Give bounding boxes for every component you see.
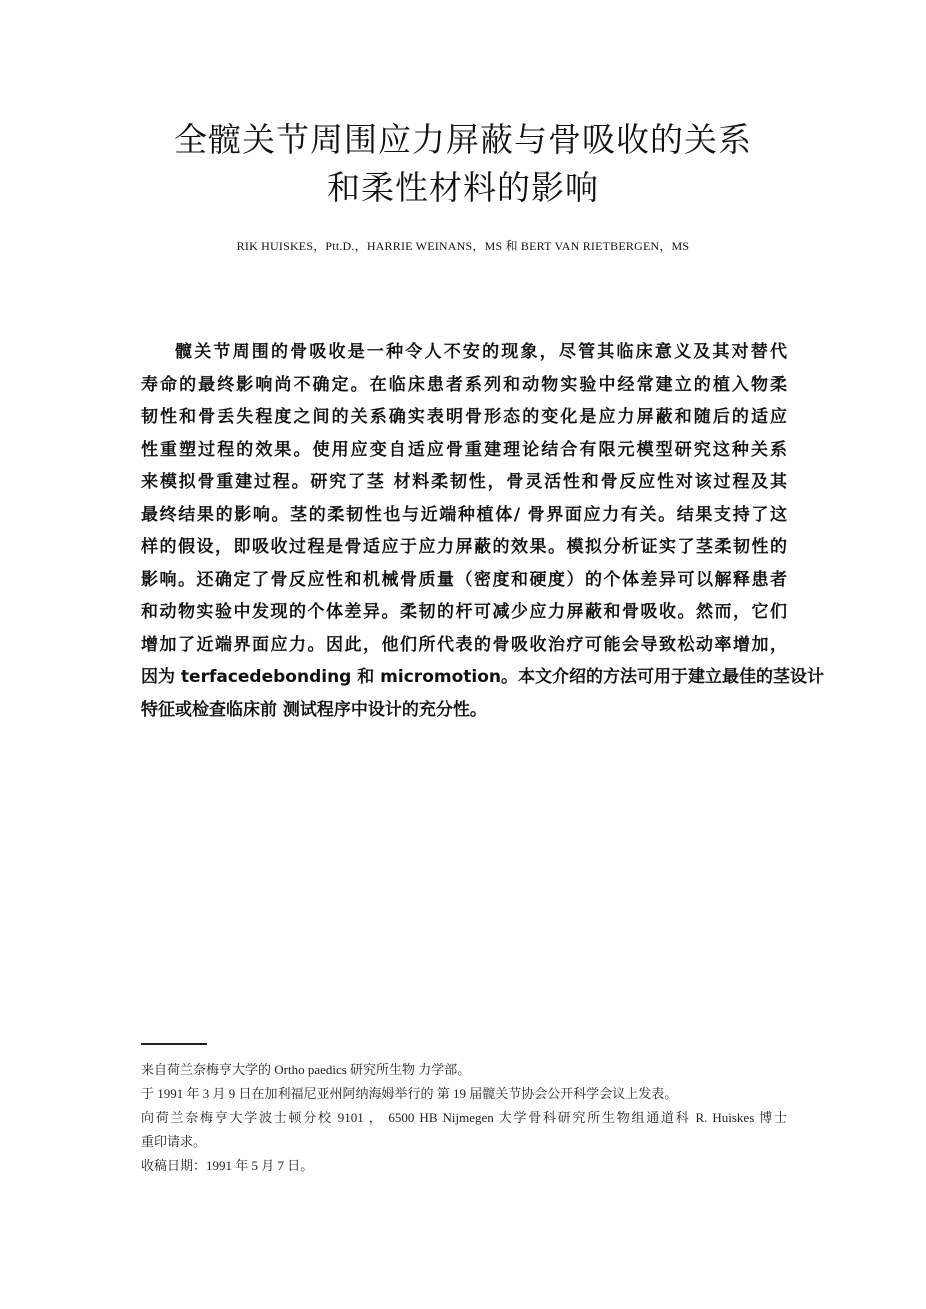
abstract-line: 性重塑过程的效果。使用应变自适应骨重建理论结合有限元模型研究这种关系: [141, 439, 787, 460]
abstract-line: 增加了近端界面应力。因此，他们所代表的骨吸收治疗可能会导致松动率增加，: [141, 634, 787, 655]
abstract-line: 影响。还确定了骨反应性和机械骨质量（密度和硬度）的个体差异可以解释患者: [141, 569, 787, 590]
footnote-received: 收稿日期：1991 年 5 月 7 日。: [141, 1158, 314, 1173]
title-line-1: 全髋关节周围应力屏蔽与骨吸收的关系: [174, 120, 752, 159]
footnote-divider: [141, 1043, 207, 1045]
abstract-line: 最终结果的影响。茎的柔韧性也与近端种植体/ 骨界面应力有关。结果支持了这: [141, 504, 787, 525]
abstract-line: 髋关节周围的骨吸收是一种令人不安的现象，尽管其临床意义及其对替代: [175, 342, 787, 362]
footnote-presented: 于 1991 年 3 月 9 日在加利福尼亚州阿纳海姆举行的 第 19 届髋关节协会公开科学会议上发表。: [141, 1086, 678, 1101]
footnote-reprint-cont: 重印请求。: [141, 1134, 207, 1149]
abstract-line: 因为 terfacedebonding 和 micromotion。本文介绍的方法可用于建立最佳的茎设计: [141, 667, 824, 687]
abstract-line: 来模拟骨重建过程。研究了茎 材料柔韧性，骨灵活性和骨反应性对该过程及其: [141, 472, 787, 492]
abstract: [141, 336, 824, 726]
footnote-reprint: 向荷兰奈梅亨大学波士顿分校 9101 ， 6500 HB Nijmegen 大学骨科研究所生物组通道科 R. Huiskes 博士: [141, 1110, 787, 1125]
footnotes: [141, 1058, 787, 1178]
abstract-line: 样的假设，即吸收过程是骨适应于应力屏蔽的效果。模拟分析证实了茎柔韧性的: [141, 537, 787, 557]
authors-line: RIK HUISKES，Ptt.D.，HARRIE WEINANS，MS 和 BERT VAN RIETBERGEN，MS: [236, 239, 690, 253]
abstract-line: 韧性和骨丢失程度之间的关系确实表明骨形态的变化是应力屏蔽和随后的适应: [141, 407, 787, 427]
abstract-line: 特征或检查临床前 测试程序中设计的充分性。: [141, 699, 487, 720]
footnote-affiliation: 来自荷兰奈梅亨大学的 Ortho paedics 研究所生物 力学部。: [141, 1062, 471, 1077]
abstract-line: 寿命的最终影响尚不确定。在临床患者系列和动物实验中经常建立的植入物柔: [141, 374, 787, 395]
abstract-line: 和动物实验中发现的个体差异。柔韧的杆可减少应力屏蔽和骨吸收。然而，它们: [141, 602, 787, 622]
title-line-2: 和柔性材料的影响: [327, 168, 599, 207]
